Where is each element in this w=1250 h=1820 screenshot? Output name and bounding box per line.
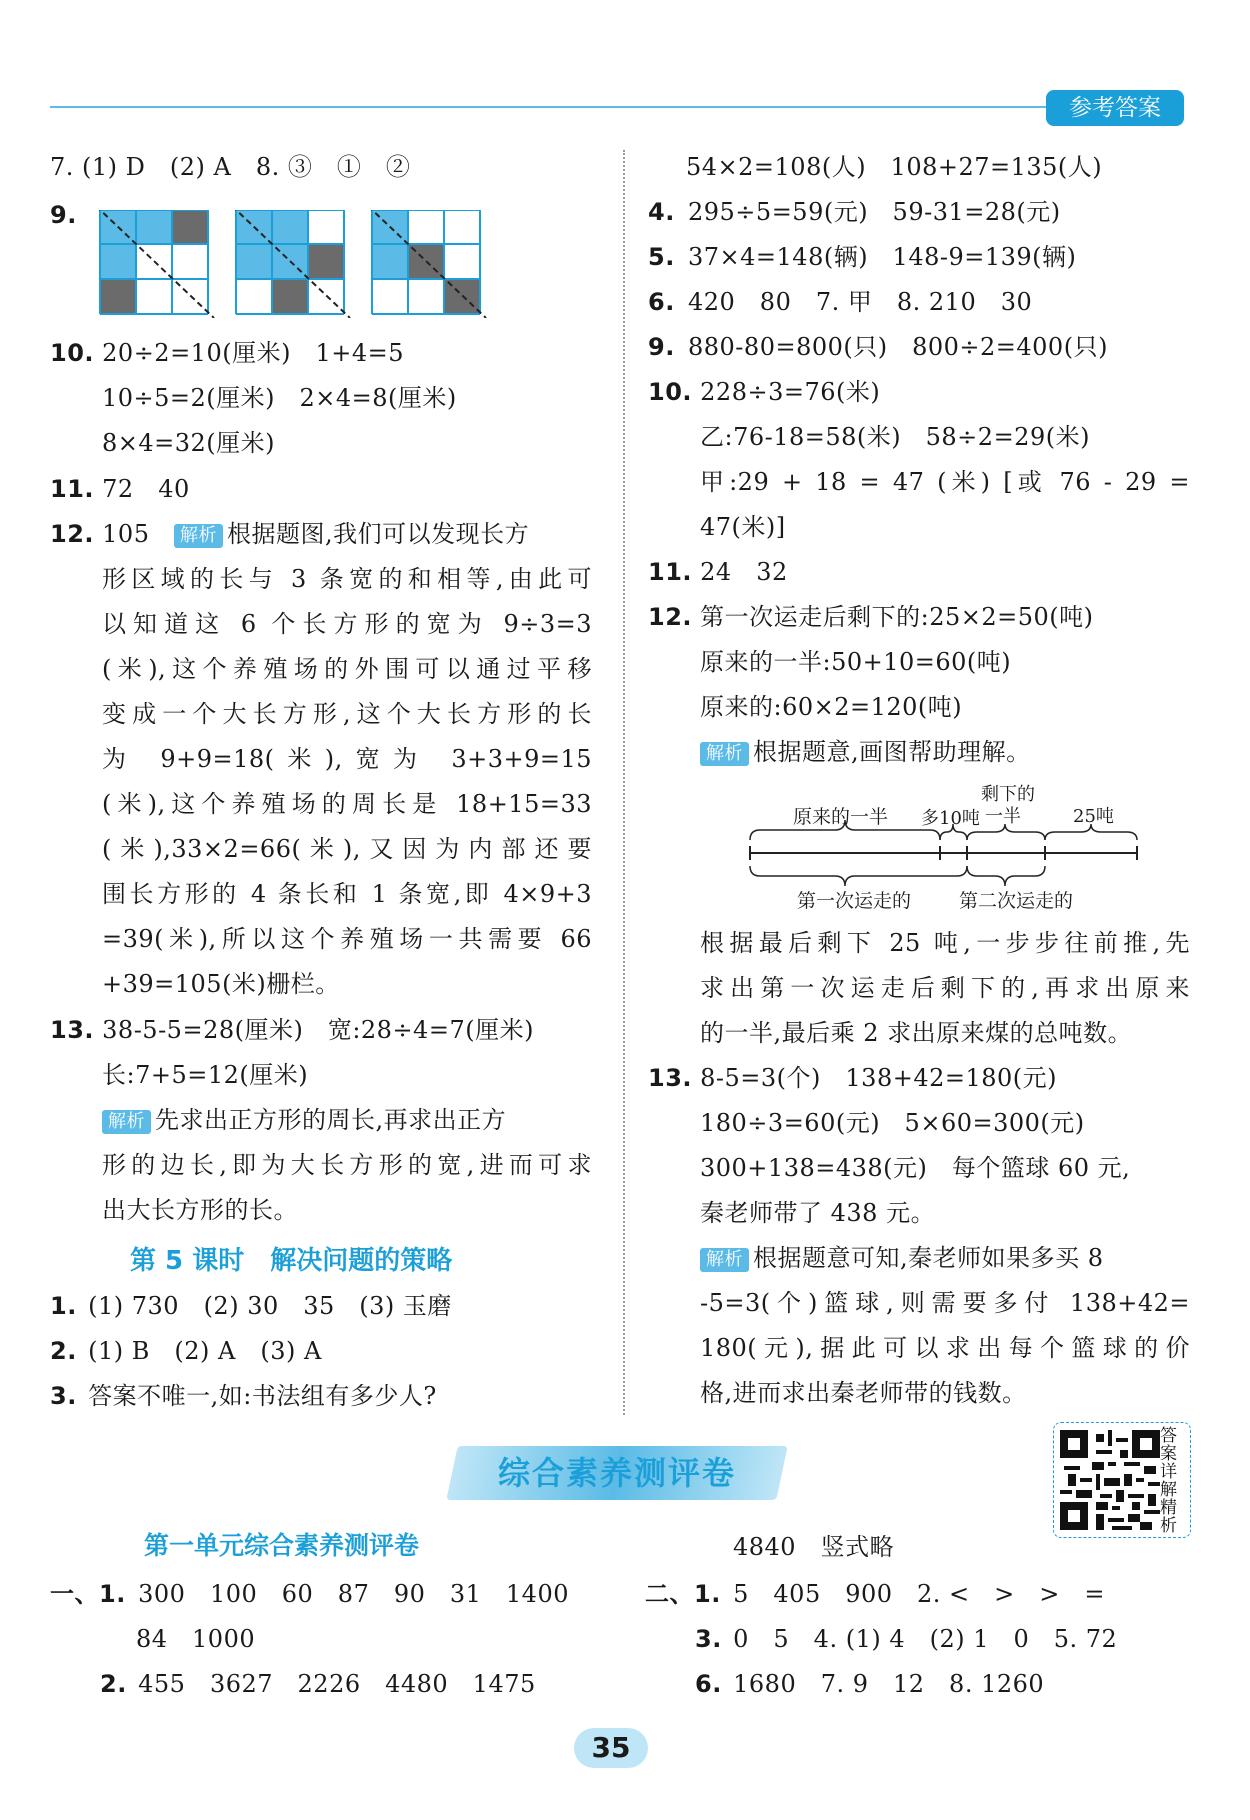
header-rule [50,106,1050,108]
q13-analysis-2: 形的边长,即为大长方形的宽,进而可求 [102,1151,592,1179]
q12-analysis-2: 形区域的长与 3 条宽的和相等,由此可 [102,565,592,593]
r13-analysis-2: -5=3(个)篮球,则需要多付 138+42= [700,1289,1190,1317]
r13-analysis-3: 180(元),据此可以求出每个篮球的价 [700,1334,1190,1362]
r13-analysis-tag: 解析 [700,1248,749,1272]
r11-answer: 24 32 [700,558,788,586]
diagram-label-first: 第一次运走的 [797,890,912,912]
r10-num: 10. [648,378,693,406]
q13-num: 13. [50,1016,95,1044]
answer-badge: 参考答案 [1046,90,1184,126]
qr-code-icon [1060,1430,1160,1530]
r12-analysis-3: 求出第一次运走后剩下的,再求出原来 [700,974,1190,1002]
column-divider [623,150,625,1415]
q12-analysis-10: =39(米),所以这个养殖场一共需要 66 [102,925,592,953]
test-banner-text: 综合素养测评卷 [497,1454,736,1492]
r13-analysis-1: 根据题意可知,秦老师如果多买 8 [753,1244,1104,1272]
q12-analysis-6: 为 9+9=18(米),宽为 3+3+9=15 [102,745,592,773]
lesson-title: 第 5 课时 解决问题的策略 [130,1246,453,1276]
q10-line-b: 10÷5=2(厘米) 2×4=8(厘米) [102,384,457,412]
q10-line-c: 8×4=32(厘米) [102,429,276,457]
q13-analysis-1: 先求出正方形的周长,再求出正方 [155,1106,507,1134]
q12-analysis-8: (米),33×2=66(米),又因为内部还要 [102,835,592,863]
r12-line-c: 原来的:60×2=120(吨) [700,693,963,721]
diagram-label-25t: 25吨 [1073,806,1114,827]
r12-line-a: 第一次运走后剩下的:25×2=50(吨) [700,603,1094,631]
q12-analysis-9: 围长方形的 4 条长和 1 条宽,即 4×9+3 [102,880,592,908]
q13-analysis-tag: 解析 [102,1110,151,1134]
r6-answer: 420 80 7. 甲 8. 210 30 [688,288,1033,316]
q12-analysis-5: 变成一个大长方形,这个大长方形的长 [102,700,592,728]
r12-num: 12. [648,603,693,631]
r11-num: 11. [648,558,693,586]
part1-q2-num: 2. [100,1670,127,1698]
grid-figure-1 [96,210,216,318]
diagram-label-remain-half: 一半 [985,806,1021,827]
s3-num: 3. [50,1382,77,1410]
r5-answer: 37×4=148(辆) 148-9=139(辆) [688,243,1077,271]
r13-line-d: 秦老师带了 438 元。 [700,1199,936,1227]
left-line-7-8: 7. (1) D (2) A 8. ③ ① ② [50,153,411,181]
q12-analysis-11: +39=105(米)栅栏。 [102,970,340,998]
part1-answer-b: 84 1000 [136,1625,256,1653]
part1-q2-answer: 455 3627 2226 4480 1475 [138,1670,536,1698]
r13-line-b: 180÷3=60(元) 5×60=300(元) [700,1109,1085,1137]
qr-code-label: 答案详解精析 [1160,1426,1177,1536]
r5-num: 5. [648,243,675,271]
r6-num: 6. [648,288,675,316]
q13-line-b: 长:7+5=12(厘米) [102,1061,309,1089]
r10-line-a: 228÷3=76(米) [700,378,881,406]
part1-answer-a: 300 100 60 87 90 31 1400 [138,1580,569,1608]
r13-line-c: 300+138=438(元) 每个篮球 60 元, [700,1154,1131,1182]
q13-analysis-3: 出大长方形的长。 [102,1196,298,1224]
r9-num: 9. [648,333,675,361]
s3-answer: 答案不唯一,如:书法组有多少人? [88,1382,437,1410]
part2-answer-c: 1680 7. 9 12 8. 1260 [733,1670,1045,1698]
r13-line-a: 8-5=3(个) 138+42=180(元) [700,1064,1058,1092]
segment-diagram [745,780,1145,915]
part2-q3-num: 3. [695,1625,722,1653]
q12-answer: 105 [102,520,150,548]
q12-analysis-3: 以知道这 6 个长方形的宽为 9÷3=3 [102,610,592,638]
part2-q6-num: 6. [695,1670,722,1698]
q10-num: 10. [50,339,95,367]
q11-answer: 72 40 [102,475,190,503]
s2-num: 2. [50,1337,77,1365]
diagram-label-10t: 多10吨 [921,808,980,829]
q12-analysis-7: (米),这个养殖场的周长是 18+15=33 [102,790,592,818]
r9-answer: 880-80=800(只) 800÷2=400(只) [688,333,1108,361]
q12-analysis-1: 根据题图,我们可以发现长方 [226,520,530,548]
q13-line-a: 38-5-5=28(厘米) 宽:28÷4=7(厘米) [102,1016,534,1044]
part2-answer-b: 0 5 4. (1) 4 (2) 1 0 5. 72 [733,1625,1118,1653]
q12-num: 12. [50,520,95,548]
grid-figure-2 [232,210,352,318]
q10-line-a: 20÷2=10(厘米) 1+4=5 [102,339,404,367]
grid-figure-3 [368,210,488,318]
q9-label: 9. [50,201,77,229]
q12-analysis-tag: 解析 [174,524,223,548]
r10-line-c: 甲:29 + 18 = 47 (米) [或 76 - 29 = [700,468,1190,496]
r13-analysis-4: 格,进而求出秦老师带的钱数。 [700,1379,1027,1407]
r12-analysis-1: 根据题意,画图帮助理解。 [753,738,1031,766]
q11-num: 11. [50,475,95,503]
s1-answer: (1) 730 (2) 30 35 (3) 玉磨 [88,1292,452,1320]
r12-analysis-tag: 解析 [700,742,749,766]
part1-right-answer: 4840 竖式略 [733,1533,895,1561]
r4-num: 4. [648,198,675,226]
qr-code-box [1053,1422,1191,1538]
diagram-label-second: 第二次运走的 [959,890,1074,912]
page-number: 35 [574,1728,648,1768]
r10-line-d: 47(米)] [700,513,786,541]
part2-answer-a: 5 405 900 2. < > > = [733,1580,1105,1608]
r10-line-b: 乙:76-18=58(米) 58÷2=29(米) [700,423,1090,451]
r12-analysis-4: 的一半,最后乘 2 求出原来煤的总吨数。 [700,1019,1133,1047]
q12-analysis-4: (米),这个养殖场的外围可以通过平移 [102,655,592,683]
part1-num: 一、1. [50,1580,126,1608]
right-line-0: 54×2=108(人) 108+27=135(人) [686,153,1103,181]
r12-line-b: 原来的一半:50+10=60(吨) [700,648,1012,676]
s2-answer: (1) B (2) A (3) A [88,1337,322,1365]
diagram-label-remain: 剩下的 [981,784,1035,805]
r4-answer: 295÷5=59(元) 59-31=28(元) [688,198,1061,226]
r13-num: 13. [648,1064,693,1092]
r12-analysis-2: 根据最后剩下 25 吨,一步步往前推,先 [700,929,1190,957]
s1-num: 1. [50,1292,77,1320]
diagram-label-half: 原来的一半 [793,806,889,828]
part2-num: 二、1. [645,1580,721,1608]
unit-test-title: 第一单元综合素养测评卷 [144,1531,420,1560]
